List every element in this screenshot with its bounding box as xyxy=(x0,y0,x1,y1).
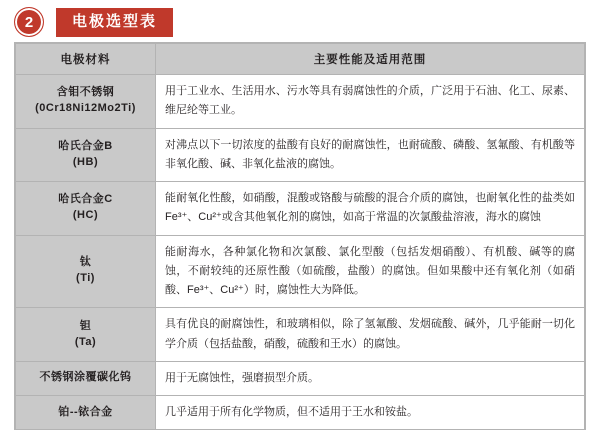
cell-material xyxy=(16,308,156,362)
material-name-line: 钛 xyxy=(79,256,92,269)
cell-description: 能耐海水，各种氯化物和次氯酸、氯化型酸（包括发烟硝酸）、有机酸、碱等的腐蚀，不耐较纯的还原性酸（如硫酸，盐酸）的腐蚀。但如果酸中还有氧化剂（如硝酸、Fe³⁺、Cu²⁺）时，腐蚀性大为降低。 xyxy=(156,235,585,308)
cell-description: 几乎适用于所有化学物质，但不适用于王水和铵盐。 xyxy=(156,396,585,430)
cell-description: 能耐氧化性酸，如硝酸，混酸或铬酸与硫酸的混合介质的腐蚀，也耐氧化性的盐类如Fe³⁺、Cu²⁺或含其他氧化剂的腐蚀，如高于常温的次氯酸盐溶液，海水的腐蚀 xyxy=(156,182,585,236)
cell-material xyxy=(16,128,156,182)
material-name-line: (Ta) xyxy=(74,335,97,348)
material-name-line: (0Cr18Ni12Mo2Ti) xyxy=(35,102,136,115)
material-name-line: (Ti) xyxy=(76,272,95,285)
material-name-line: 不锈钢涂覆碳化钨 xyxy=(39,371,132,384)
material-name-line: 哈氏合金C xyxy=(58,193,113,206)
cell-material xyxy=(16,361,156,395)
cell-material xyxy=(16,235,156,308)
column-header-description: 主要性能及适用范围 xyxy=(156,44,585,75)
table-row xyxy=(16,128,585,182)
material-name-line: (HB) xyxy=(72,155,99,168)
table-row xyxy=(16,182,585,236)
table-row xyxy=(16,396,585,430)
page-header xyxy=(0,0,600,42)
material-name-line: 钽 xyxy=(79,319,92,332)
cell-material xyxy=(16,75,156,129)
cell-description: 用于工业水、生活用水、污水等具有弱腐蚀性的介质，广泛用于石油、化工、尿素、维尼纶等工业。 xyxy=(156,75,585,129)
table-row xyxy=(16,308,585,362)
table-row xyxy=(16,75,585,129)
material-name-line: (HC) xyxy=(72,209,99,222)
material-name-line: 哈氏合金B xyxy=(58,139,113,152)
cell-material xyxy=(16,396,156,430)
cell-description: 具有优良的耐腐蚀性，和玻璃相似，除了氢氟酸、发烟硫酸、碱外，几乎能耐一切化学介质（包括盐酸，硝酸，硫酸和王水）的腐蚀。 xyxy=(156,308,585,362)
table-row xyxy=(16,235,585,308)
material-name-line: 含钼不锈钢 xyxy=(56,86,115,99)
electrode-selection-table xyxy=(14,42,586,430)
column-header-material: 电极材料 xyxy=(16,44,156,75)
table-row xyxy=(16,361,585,395)
page-title: 电极选型表 xyxy=(56,8,173,37)
cell-material xyxy=(16,182,156,236)
cell-description: 对沸点以下一切浓度的盐酸有良好的耐腐蚀性，也耐硫酸、磷酸、氢氟酸、有机酸等非氧化酸、碱、非氧化盐液的腐蚀。 xyxy=(156,128,585,182)
section-number-badge: 2 xyxy=(14,7,44,37)
table-header-row xyxy=(16,44,585,75)
material-name-line: 铂--铱合金 xyxy=(58,405,113,418)
cell-description: 用于无腐蚀性，强磨损型介质。 xyxy=(156,361,585,395)
table-body xyxy=(16,75,585,430)
